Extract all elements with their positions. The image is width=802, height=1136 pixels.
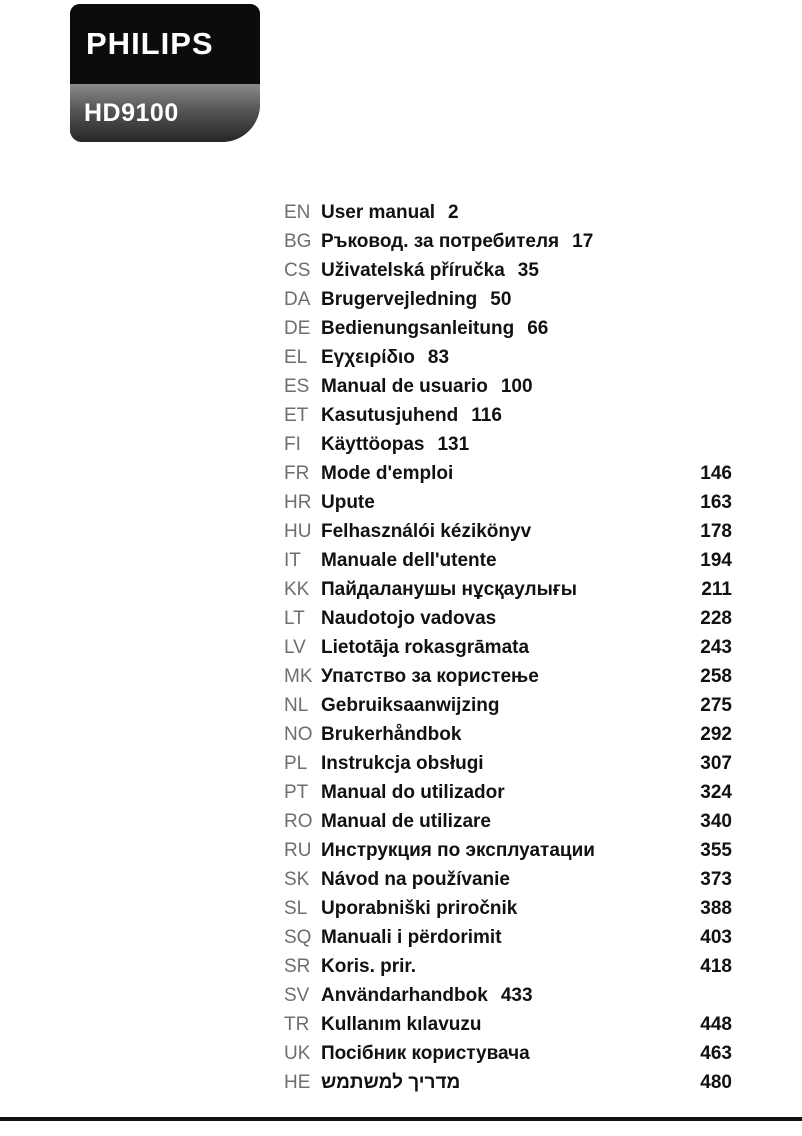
brand-badge: [70, 4, 260, 142]
manual-title: Bedienungsanleitung: [321, 318, 515, 339]
language-code: DE: [284, 318, 311, 339]
page-number: 373: [700, 869, 732, 890]
language-code: CS: [284, 260, 311, 281]
language-code: PT: [284, 782, 309, 803]
manual-title: Upute: [321, 492, 375, 513]
page-number: 448: [700, 1014, 732, 1035]
page-number: 403: [700, 927, 732, 948]
manual-title: Manual de usuario: [321, 376, 488, 397]
language-code: PL: [284, 753, 308, 774]
toc-entry: [284, 546, 732, 575]
toc-entry: [284, 343, 732, 372]
brand-badge-top: [70, 4, 260, 84]
language-code: LT: [284, 608, 305, 629]
toc-entry: [284, 575, 732, 604]
manual-title: Koris. prir.: [321, 956, 417, 977]
language-code: UK: [284, 1043, 311, 1064]
language-code: BG: [284, 231, 312, 252]
manual-title: Пайдаланушы нұсқаулығы: [321, 579, 577, 600]
toc-entry: [284, 256, 732, 285]
language-code: EL: [284, 347, 308, 368]
toc-entry: [284, 1010, 732, 1039]
manual-title: Brugervejledning: [321, 289, 478, 310]
page-number: 194: [700, 550, 732, 571]
manual-title: Käyttöopas: [321, 434, 425, 455]
manual-title: Naudotojo vadovas: [321, 608, 497, 629]
manual-title: Instrukcja obsługi: [321, 753, 484, 774]
page-number: 228: [700, 608, 732, 629]
toc-entry: [284, 401, 732, 430]
page-number: 131: [437, 434, 470, 455]
manual-title: Manuali i përdorimit: [321, 927, 502, 948]
toc-entry: [284, 633, 732, 662]
language-code: RU: [284, 840, 312, 861]
language-code: NO: [284, 724, 313, 745]
page-number: 35: [517, 260, 539, 281]
toc-entry: [284, 285, 732, 314]
brand-badge-bottom: [70, 84, 260, 142]
manual-title: Lietotāja rokasgrāmata: [321, 637, 530, 658]
toc-entry: [284, 662, 732, 691]
page-number: 100: [500, 376, 533, 397]
language-code: FR: [284, 463, 310, 484]
manual-title: Manual do utilizador: [321, 782, 505, 803]
language-code: SQ: [284, 927, 312, 948]
manual-title: Brukerhåndbok: [321, 724, 462, 745]
manual-title: Felhasználói kézikönyv: [321, 521, 532, 542]
page-number: 292: [700, 724, 732, 745]
page-number: 83: [427, 347, 450, 368]
toc-entry: [284, 894, 732, 923]
page-number: 116: [471, 405, 502, 426]
page-number: 480: [700, 1072, 732, 1093]
footer-divider: [0, 1117, 802, 1121]
language-code: KK: [284, 579, 310, 600]
manual-title: User manual: [321, 202, 436, 223]
manual-title: Kasutusjuhend: [321, 405, 459, 426]
language-code: IT: [284, 550, 301, 571]
page-number: 66: [527, 318, 549, 339]
page-number: 146: [700, 463, 732, 484]
page-number: 258: [700, 666, 732, 687]
language-code: HR: [284, 492, 312, 513]
language-code: SR: [284, 956, 311, 977]
page-number: 418: [700, 956, 732, 977]
language-code: FI: [284, 434, 301, 455]
page-number: 463: [700, 1043, 732, 1064]
manual-title: Návod na používanie: [321, 869, 510, 890]
manual-title: Упатство за користење: [321, 666, 539, 687]
language-code: SL: [284, 898, 308, 919]
manual-title: מדריך למשתמש: [321, 1072, 461, 1093]
language-code: DA: [284, 289, 311, 310]
page-number: 307: [700, 753, 732, 774]
manual-title: Посібник користувача: [321, 1043, 530, 1064]
language-code: LV: [284, 637, 306, 658]
toc-entry: [284, 1068, 732, 1097]
manual-title: Manual de utilizare: [321, 811, 491, 832]
toc-entry: [284, 198, 732, 227]
toc-entry: [284, 778, 732, 807]
toc-entry: [284, 227, 732, 256]
manual-title: Uživatelská příručka: [321, 260, 505, 281]
toc-list: [284, 198, 732, 1097]
page-number: 324: [700, 782, 732, 803]
toc-entry: [284, 488, 732, 517]
language-code: HU: [284, 521, 312, 542]
page-number: 340: [700, 811, 732, 832]
manual-title: Mode d'emploi: [321, 463, 454, 484]
toc-entry: [284, 952, 732, 981]
language-code: NL: [284, 695, 309, 716]
page-number: 178: [700, 521, 732, 542]
toc-entry: [284, 981, 732, 1010]
toc-entry: [284, 604, 732, 633]
toc-entry: [284, 865, 732, 894]
manual-title: Manuale dell'utente: [321, 550, 497, 571]
language-code: SV: [284, 985, 310, 1006]
manual-title: Εγχειρίδιο: [321, 347, 415, 368]
page-number: 275: [700, 695, 732, 716]
language-code: MK: [284, 666, 313, 687]
page-number: 355: [700, 840, 732, 861]
page-number: 433: [500, 985, 533, 1006]
toc-entry: [284, 691, 732, 720]
toc-entry: [284, 749, 732, 778]
page-number: 2: [448, 202, 459, 223]
page-number: 243: [700, 637, 732, 658]
toc-entry: [284, 836, 732, 865]
page-number: 163: [700, 492, 732, 513]
toc-entry: [284, 923, 732, 952]
language-code: ET: [284, 405, 309, 426]
language-code: EN: [284, 202, 311, 223]
toc-entry: [284, 517, 732, 546]
language-code: HE: [284, 1072, 311, 1093]
manual-title: Инструкция по эксплуатации: [321, 840, 595, 861]
toc-entry: [284, 459, 732, 488]
toc-entry: [284, 430, 732, 459]
toc-entry: [284, 807, 732, 836]
language-code: RO: [284, 811, 313, 832]
toc-entry: [284, 372, 732, 401]
manual-title: Ръковод. за потребителя: [321, 231, 560, 252]
manual-title: Gebruiksaanwijzing: [321, 695, 500, 716]
manual-title: Användarhandbok: [321, 985, 488, 1006]
language-code: TR: [284, 1014, 310, 1035]
manual-title: Kullanım kılavuzu: [321, 1014, 482, 1035]
language-code: ES: [284, 376, 310, 397]
page-number: 211: [701, 579, 732, 600]
language-code: SK: [284, 869, 310, 890]
manual-title: Uporabniški priročnik: [321, 898, 518, 919]
page-number: 388: [700, 898, 732, 919]
page-number: 50: [490, 289, 512, 310]
page-number: 17: [572, 231, 594, 252]
toc-entry: [284, 720, 732, 749]
model-number: HD9100: [84, 98, 179, 127]
toc-entry: [284, 314, 732, 343]
philips-logo: PHILIPS: [86, 26, 214, 61]
toc-entry: [284, 1039, 732, 1068]
